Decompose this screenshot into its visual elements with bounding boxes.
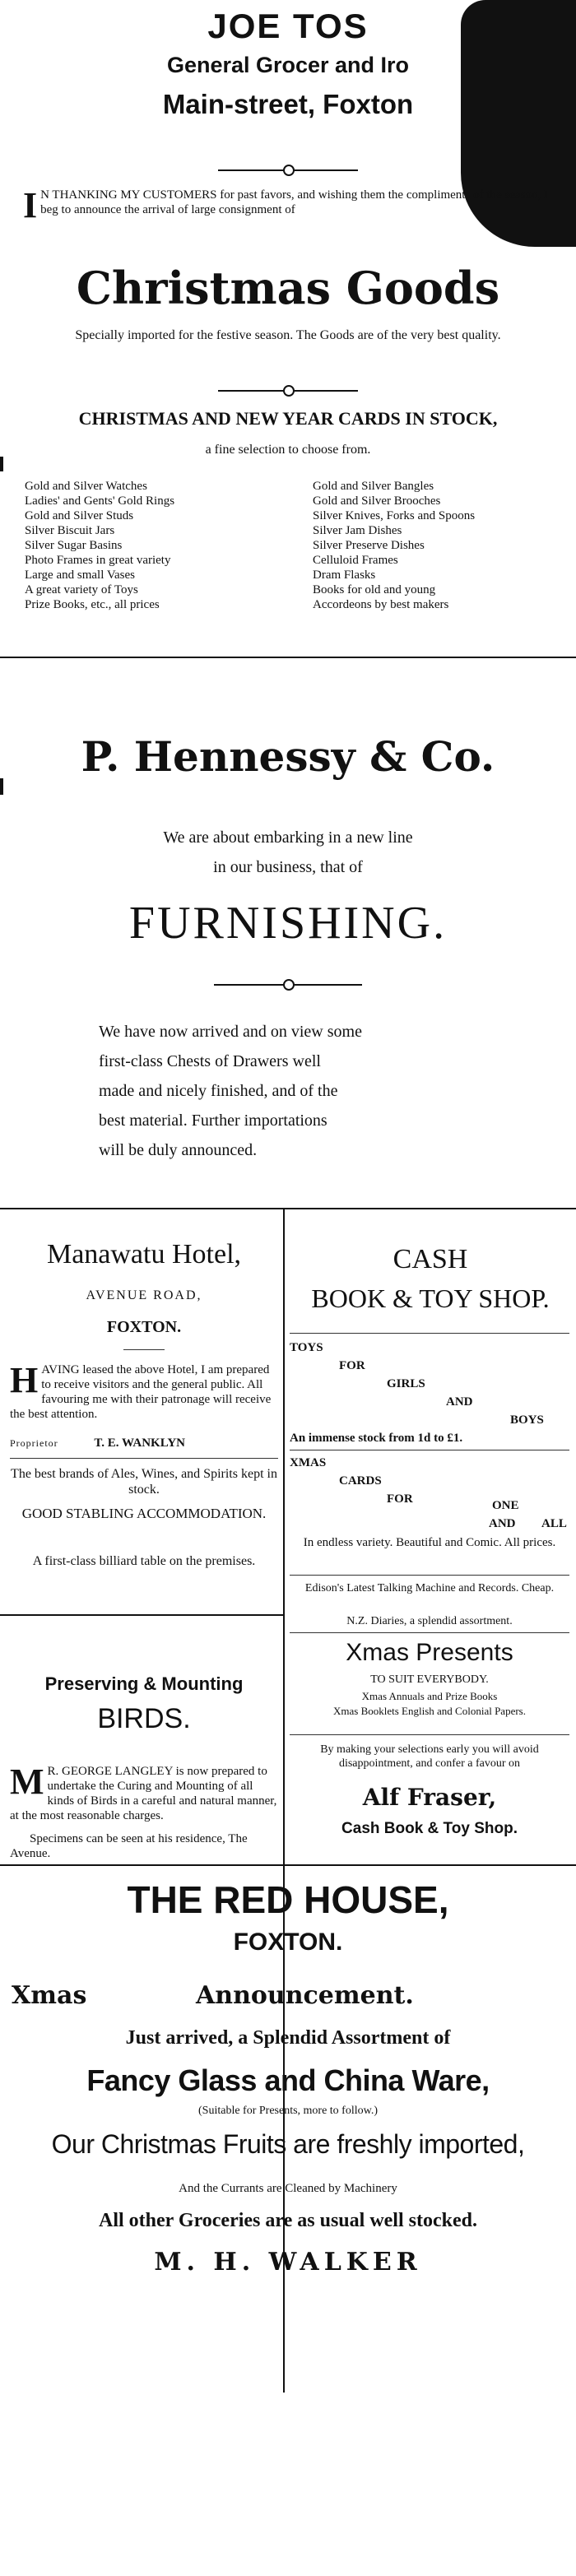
cash-heading-2: BOOK & TOY SHOP.: [311, 1283, 550, 1313]
to-suit: TO SUIT EVERYBODY.: [370, 1673, 489, 1686]
list-item: Large and small Vases: [25, 569, 135, 582]
one-word: ONE: [492, 1499, 519, 1512]
tosh-thanks: [23, 185, 550, 225]
xmas-announcement: [0, 1981, 576, 2014]
announcement-word: Announcement.: [196, 1981, 414, 2010]
for-word: FOR: [339, 1359, 365, 1372]
xmas-booklets: Xmas Booklets English and Colonial Papers.: [333, 1705, 526, 1717]
hennessy-intro-line: in our business, that of: [213, 858, 363, 876]
christmas-fruits: Our Christmas Fruits are freshly imported,: [51, 2129, 525, 2159]
hennessy-body-line: best material. Further importations: [99, 1112, 327, 1130]
list-item: Books for old and young: [313, 583, 436, 596]
dropcap: H: [10, 1360, 39, 1400]
cash-endless: In endless variety. Beautiful and Comic. All prices.: [303, 1536, 556, 1549]
list-item: Silver Biscuit Jars: [25, 524, 115, 537]
list-item: Gold and Silver Watches: [25, 480, 147, 493]
birds-text-body: R. GEORGE LANGLEY is now prepared to undertake the Curing and Mounting of all kinds of Birds in a careful and natural manner, at the most reasonable charges.: [10, 1765, 277, 1822]
cash-diaries: N.Z. Diaries, a splendid assortment.: [346, 1615, 513, 1627]
list-item: A great variety of Toys: [25, 583, 138, 596]
proprietor-name: T. E. WANKLYN: [94, 1437, 185, 1450]
cards-word: CARDS: [339, 1474, 382, 1488]
proprietor-label: Proprietor: [10, 1437, 58, 1449]
list-item: Gold and Silver Bangles: [313, 480, 434, 493]
xmas-presents: Xmas Presents: [346, 1639, 513, 1666]
hennessy-intro: [0, 823, 576, 882]
hotel-name: Manawatu Hotel,: [46, 1239, 242, 1269]
list-item: Prize Books, etc., all prices: [25, 598, 160, 611]
margin-fragment: [0, 457, 10, 471]
tosh-street: Main-street, Foxton: [162, 89, 414, 119]
hennessy-body-line: made and nicely finished, and of the: [99, 1082, 338, 1100]
divider-ornament: [214, 979, 362, 991]
immense-stock: An immense stock from 1d to £1.: [290, 1432, 463, 1445]
all-groceries: All other Groceries are as usual well stocked.: [99, 2210, 477, 2231]
list-item: Silver Preserve Dishes: [313, 539, 425, 552]
tosh-right-list: [313, 479, 560, 612]
margin-fragment: [0, 778, 10, 795]
hotel-text-body: AVING leased the above Hotel, I am prepared to receive visitors and the general public. All favouring me with their patronage will receive the best attention.: [10, 1363, 272, 1421]
rule: [290, 1333, 569, 1334]
birds-title: BIRDS.: [97, 1703, 191, 1734]
divider-ornament: [218, 385, 358, 397]
fancy-glass: Fancy Glass and China Ware,: [86, 2063, 490, 2097]
birds-heading: Preserving & Mounting: [44, 1673, 244, 1694]
hotel-billiard: A first-class billiard table on the premises.: [32, 1554, 256, 1568]
tosh-subtitle: General Grocer and Iro: [166, 53, 410, 77]
list-item: Gold and Silver Brooches: [313, 494, 441, 508]
list-item: Silver Jam Dishes: [313, 524, 402, 537]
birds-text: [10, 1761, 278, 1823]
hotel-road: AVENUE ROAD,: [86, 1288, 202, 1302]
rule: [290, 1575, 569, 1576]
dropcap: M: [10, 1761, 44, 1802]
xmas-annuals: Xmas Annuals and Prize Books: [361, 1690, 498, 1702]
by-making: By making your selections early you will avoid disappointment, and confer a favour on: [320, 1743, 539, 1770]
alf-fraser: Alf Fraser,: [362, 1784, 497, 1811]
list-item: Celluloid Frames: [313, 554, 398, 567]
list-item: Photo Frames in great variety: [25, 554, 171, 567]
hotel-brands: The best brands of Ales, Wines, and Spirits kept in stock.: [11, 1467, 277, 1497]
hennessy-name: P. Hennessy & Co.: [81, 732, 495, 781]
tosh-left-list: [25, 479, 296, 612]
hennessy-body: [99, 1017, 527, 1165]
hennessy-body-line: first-class Chests of Drawers well: [99, 1052, 321, 1070]
walker: M. H. WALKER: [154, 2248, 422, 2277]
cash-heading: CASH: [393, 1244, 468, 1274]
hennessy-body-line: will be duly announced.: [99, 1141, 258, 1159]
list-item: Gold and Silver Studs: [25, 509, 134, 522]
rule: [10, 1458, 278, 1459]
and-word: AND: [446, 1395, 473, 1409]
cards-heading: CHRISTMAS AND NEW YEAR CARDS IN STOCK,: [78, 408, 498, 429]
just-arrived: Just arrived, a Splendid Assortment of: [125, 2027, 451, 2049]
hennessy-intro-line: We are about embarking in a new line: [163, 828, 413, 847]
tosh-thanks-text: N THANKING MY CUSTOMERS for past favors, and wishing them the compliments of the season, I beg to announce the arrival of large consignment of: [40, 188, 548, 216]
cards-selection: a fine selection to choose from.: [205, 443, 371, 457]
christmas-goods-heading: Christmas Goods: [76, 262, 500, 314]
for-word: FOR: [387, 1492, 413, 1506]
suitable: (Suitable for Presents, more to follow.): [198, 2105, 378, 2117]
xmas-word: XMAS: [290, 1456, 327, 1469]
toys-block: [290, 1341, 569, 1464]
all-word: ALL: [541, 1517, 567, 1530]
list-item: Silver Sugar Basins: [25, 539, 123, 552]
tosh-name: JOE TOS: [207, 7, 369, 45]
rule: [290, 1632, 569, 1633]
birds-specimens: Specimens can be seen at his residence, The Avenue.: [10, 1832, 248, 1860]
currants: And the Currants are Cleaned by Machinery: [179, 2182, 397, 2195]
hotel-town: FOXTON.: [106, 1318, 182, 1336]
boys-word: BOYS: [510, 1413, 544, 1427]
hotel-text: [10, 1362, 278, 1422]
section-divider: [0, 1614, 283, 1616]
cash-edisons: Edison's Latest Talking Machine and Records. Cheap.: [304, 1582, 555, 1594]
furnishing-heading: FURNISHING.: [128, 898, 448, 949]
section-divider: [0, 1864, 576, 1866]
xmas-cards-block: [290, 1456, 569, 1580]
xmas-word: Xmas: [12, 1981, 87, 2010]
girls-word: GIRLS: [387, 1377, 425, 1390]
hotel-stabling: GOOD STABLING ACCOMMODATION.: [21, 1506, 267, 1521]
section-divider: [0, 1208, 576, 1209]
list-item: Silver Knives, Forks and Spoons: [313, 509, 476, 522]
rule: [290, 1734, 569, 1735]
divider-ornament: [218, 165, 358, 176]
short-rule: [123, 1349, 165, 1350]
toys-word: TOYS: [290, 1341, 323, 1354]
list-item: Accordeons by best makers: [313, 598, 449, 611]
tosh-specially: Specially imported for the festive season. The Goods are of the very best quality.: [75, 328, 501, 342]
dropcap: I: [23, 185, 38, 225]
hennessy-body-line: We have now arrived and on view some: [99, 1023, 362, 1041]
cash-shop-name: Cash Book & Toy Shop.: [341, 1820, 518, 1837]
redhouse-name: THE RED HOUSE,: [127, 1878, 449, 1921]
and-word: AND: [489, 1517, 516, 1530]
list-item: Ladies' and Gents' Gold Rings: [25, 494, 175, 508]
hotel-proprietor: [10, 1437, 278, 1450]
list-item: Dram Flasks: [313, 569, 376, 582]
section-divider: [0, 657, 576, 658]
redhouse-town: FOXTON.: [233, 1929, 343, 1956]
